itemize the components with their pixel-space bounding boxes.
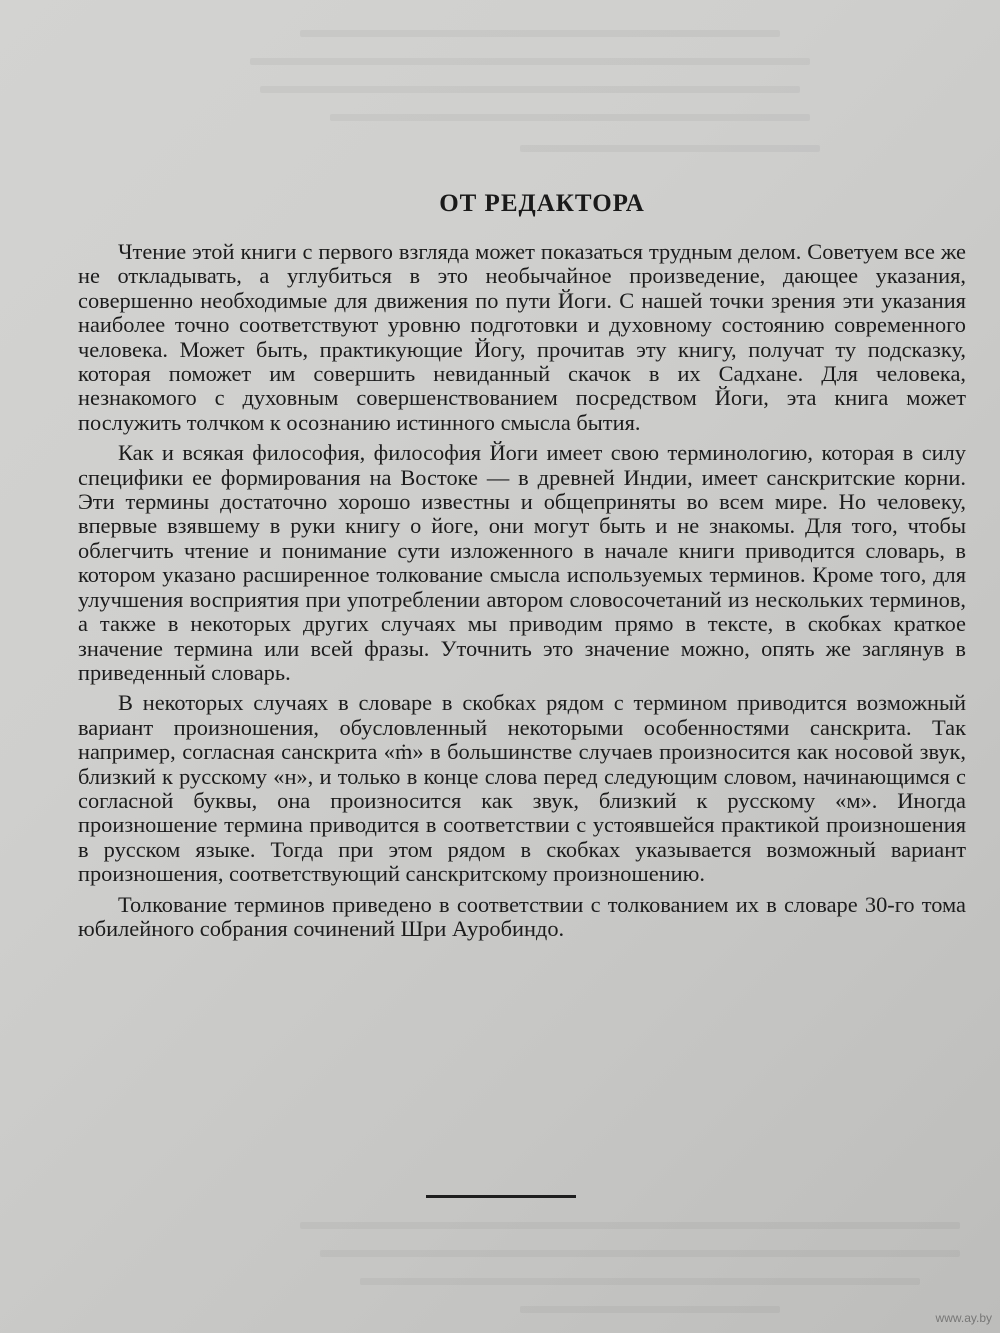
paragraph-terminology: Как и всякая философия, философия Йоги имеет свою терминологию, которая в силу специфики ее формирования на Востоке — в древней Индии, имеет санскритские корни. Эти термины достаточно хорошо известны и общеприняты во всем мире. Но человеку, впервые взявшему в руки книгу о йоге, они могут быть и не знакомы. Для того, чтобы облегчить чтение и понимание сути изложенного в начале книги приводится словарь, в котором указано расширенное толкование смысла используемых терминов. Кроме того, для улучшения восприятия при употреблении автором словосочетаний из нескольких терминов, а также в некоторых других случаях мы приводим прямо в тексте, в скобках краткое значение термина или всей фразы. Уточнить это значение можно, опять же заглянув в приведенный словарь.: [78, 440, 966, 685]
watermark: www.ay.by: [935, 1311, 992, 1325]
paragraph-pronunciation: В некоторых случаях в словаре в скобках рядом с термином приводится возможный вариант произношения, обусловленный некоторыми особенностями санскрита. Так например, согласная санскрита «ṁ» в большинстве случаев произносится как носовой звук, близкий к русскому «н», и только в конце слова перед следующим словом, начинающимся с согласной буквы, она произносится как звук, близкий к русскому «м». Иногда произношение термина приводится в соответствии с устоявшейся практикой произношения в русском языке. Тогда при этом рядом в скобках указывается возможный вариант произношения, соответствующий санскритскому произношению.: [78, 690, 966, 887]
paragraph-intro: Чтение этой книги с первого взгляда может показаться трудным делом. Советуем все же не откладывать, а углубиться в это необычайное произведение, дающее указания, совершенно необходимые для движения по пути Йоги. С нашей точки зрения эти указания наиболее точно соответствуют уровню подготовки и духовному состоянию современного человека. Может быть, практикующие Йогу, прочитав эту книгу, получат ту подсказку, которая поможет им совершить невиданный скачок в их Садхане. Для человека, незнакомого с духовным совершенствованием посредством Йоги, эта книга может послужить толчком к осознанию истинного смысла бытия.: [78, 239, 966, 435]
section-divider: [426, 1195, 576, 1198]
page-heading: ОТ РЕДАКТОРА: [439, 190, 645, 217]
paragraph-dictionary-source: Толкование терминов приведено в соответствии с толкованием их в словаре 30-го тома юбилейного собрания сочинений Шри Ауробиндо.: [78, 891, 966, 941]
document-page: [78, 190, 966, 947]
